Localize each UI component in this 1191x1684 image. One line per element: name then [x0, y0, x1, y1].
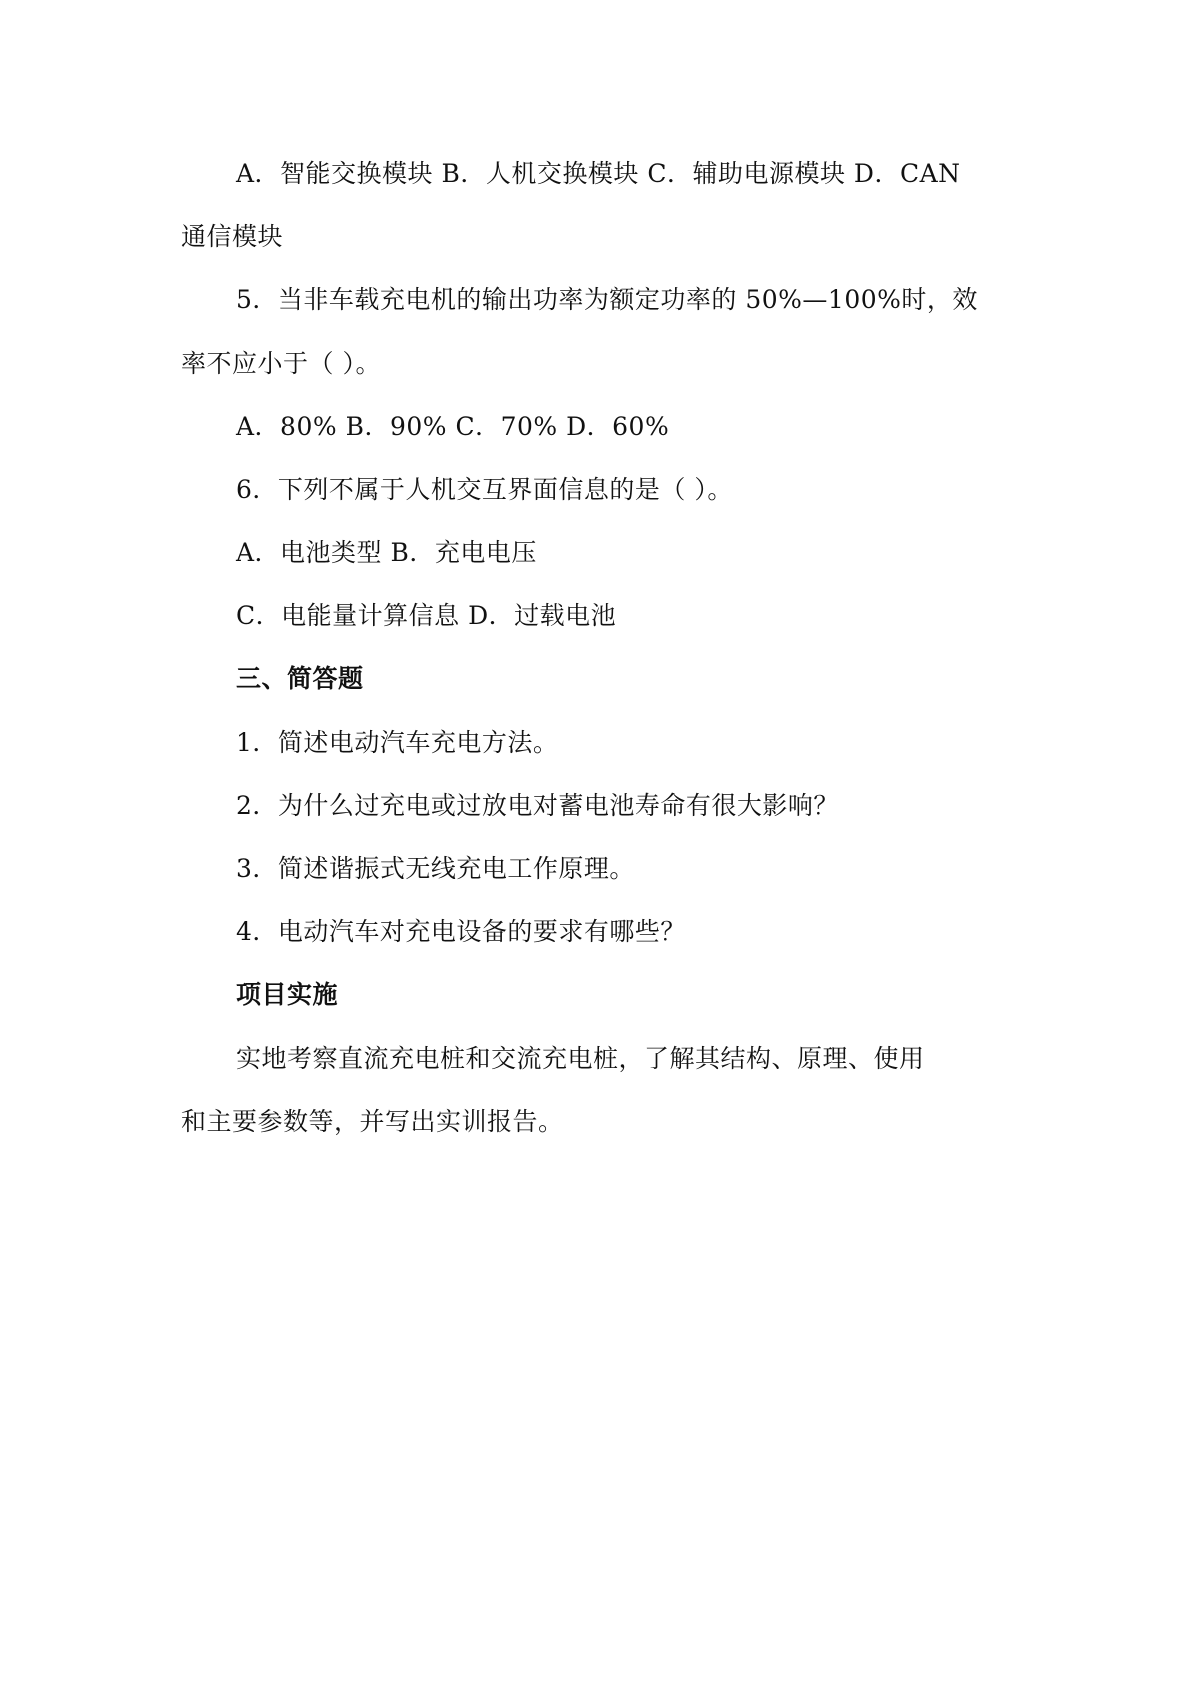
- q5-question-line-2: 率不应小于（ ）。: [181, 349, 381, 378]
- q5-options: A．80% B．90% C．70% D．60%: [236, 412, 670, 441]
- q6-options-line-2: C．电能量计算信息 D．过载电池: [236, 601, 617, 630]
- project-text-line-1: 实地考察直流充电桩和交流充电桩，了解其结构、原理、使用: [236, 1044, 925, 1073]
- short-answer-2: 2．为什么过充电或过放电对蓄电池寿命有很大影响？: [236, 791, 839, 820]
- q6-question: 6．下列不属于人机交互界面信息的是（ ）。: [236, 475, 733, 504]
- section-heading-project: 项目实施: [236, 980, 339, 1009]
- q6-options-line-1: A．电池类型 B．充电电压: [236, 538, 537, 567]
- short-answer-1: 1．简述电动汽车充电方法。: [236, 728, 559, 757]
- short-answer-4: 4．电动汽车对充电设备的要求有哪些？: [236, 917, 686, 946]
- short-answer-3: 3．简述谐振式无线充电工作原理。: [236, 854, 635, 883]
- section-heading-short-answer: 三、简答题: [236, 664, 364, 693]
- project-text-line-2: 和主要参数等，并写出实训报告。: [181, 1107, 564, 1136]
- q4-options-line-1: A．智能交换模块 B．人机交换模块 C．辅助电源模块 D．CAN: [236, 159, 961, 188]
- q4-options-line-2: 通信模块: [181, 222, 284, 251]
- q5-question-line-1: 5．当非车载充电机的输出功率为额定功率的 50%—100%时，效: [236, 285, 978, 314]
